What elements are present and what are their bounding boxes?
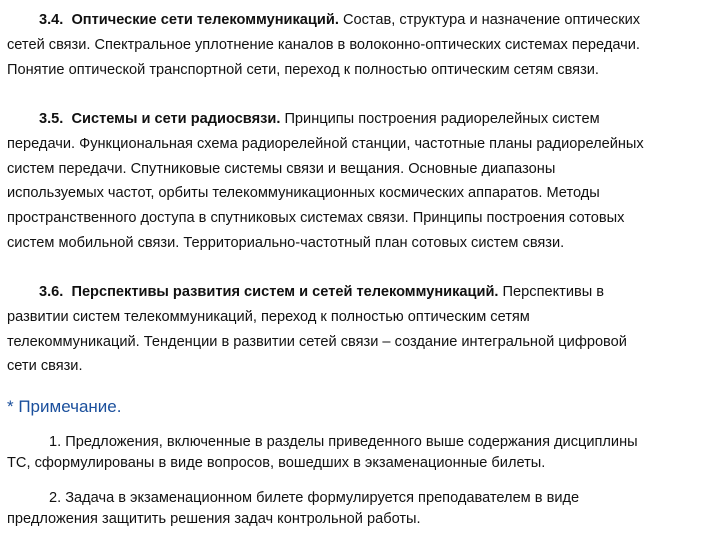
section-text: развитии систем телекоммуникаций, переход к полностью оптическим сетям [7, 308, 530, 325]
section-text: Понятие оптической транспортной сети, переход к полностью оптическим сетям связи. [7, 61, 599, 78]
section-number: 3.5. [39, 111, 64, 127]
section-text: телекоммуникаций. Тенденции в развитии сетей связи – создание интегральной цифровой [7, 333, 627, 350]
section-text: Перспективы в [498, 284, 605, 300]
section-text: пространственного доступа в спутниковых системах связи. Принципы построения сотовых [7, 210, 625, 227]
note-text: предложения защитить решения задач контрольной работы. [7, 511, 421, 527]
section-3-5 [7, 107, 713, 256]
section-text: сети связи. [7, 358, 83, 375]
note-text: 2. Задача в экзаменационном билете формулируется преподавателем в виде [49, 490, 580, 506]
section-text: используемых частот, орбиты телекоммуникационных космических аппаратов. Методы [7, 185, 600, 202]
section-first-line [7, 107, 713, 132]
section-number: 3.6. [39, 284, 64, 300]
section-first-line [7, 280, 713, 305]
section-heading: Перспективы развития систем и сетей телекоммуникаций. [71, 284, 499, 300]
section-text: передачи. Функциональная схема радиорелейной станции, частотные планы радиорелейных [7, 135, 644, 152]
note-item-2 [7, 488, 713, 530]
section-heading: Системы и сети радиосвязи. [71, 111, 281, 127]
note-item-1 [7, 432, 713, 474]
section-text: сетей связи. Спектральное уплотнение каналов в волоконно-оптических системах передачи. [7, 36, 640, 53]
section-heading: Оптические сети телекоммуникаций. [71, 12, 339, 28]
section-text: систем мобильной связи. Территориально-частотный план сотовых систем связи. [7, 234, 565, 251]
section-first-line [7, 8, 713, 33]
note-title: * Примечание. [7, 397, 122, 416]
note-text: 1. Предложения, включенные в разделы приведенного выше содержания дисциплины [49, 434, 638, 450]
section-3-4 [7, 8, 713, 82]
section-text: систем передачи. Спутниковые системы связи и вещания. Основные диапазоны [7, 160, 556, 177]
section-text: Состав, структура и назначение оптических [338, 12, 641, 28]
section-3-6 [7, 280, 713, 379]
section-number: 3.4. [39, 12, 64, 28]
section-text: Принципы построения радиорелейных систем [280, 111, 600, 127]
note-text: ТС, сформулированы в виде вопросов, вошедших в экзаменационные билеты. [7, 455, 546, 471]
